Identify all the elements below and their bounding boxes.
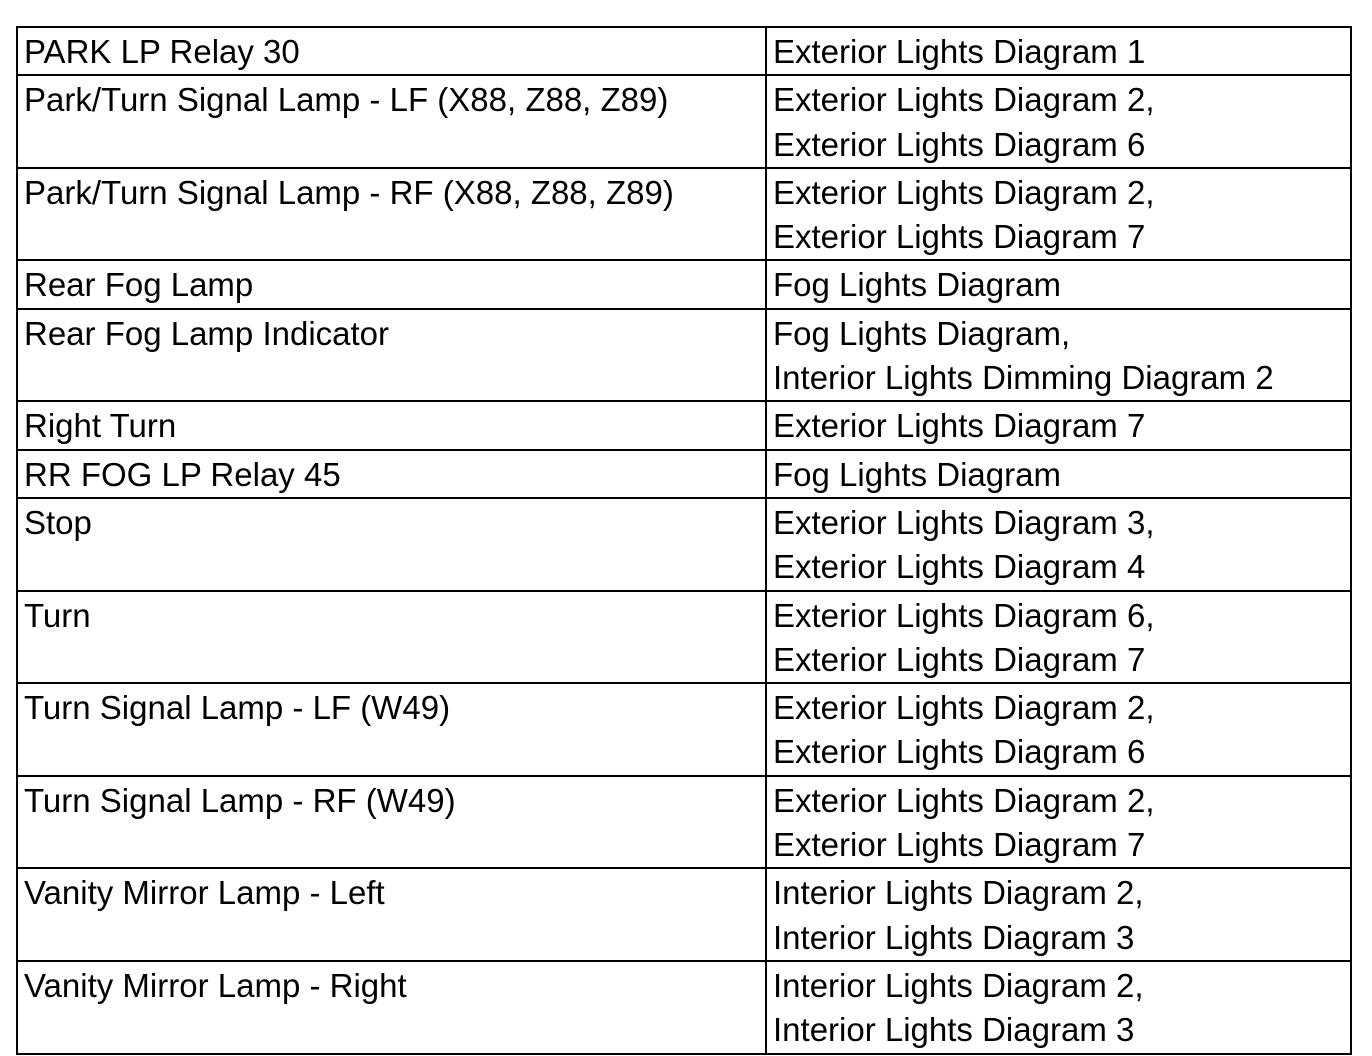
diagram-reference: Fog Lights Diagram [773,266,1061,304]
diagram-reference: Fog Lights Diagram [773,455,1061,493]
component-cell [17,868,766,961]
table-body [17,27,1351,1054]
table-row [17,591,1351,684]
table-row [17,498,1351,591]
component-cell [17,961,766,1054]
component-name: Vanity Mirror Lamp - Right [24,966,407,1004]
diagram-reference: Interior Lights Diagram 3 [773,918,1135,956]
component-diagram-index-table [16,26,1352,1055]
component-cell [17,591,766,684]
table-row [17,776,1351,869]
component-name: Turn Signal Lamp - RF (W49) [24,781,456,819]
component-name: Rear Fog Lamp Indicator [24,314,390,352]
component-cell [17,683,766,776]
diagram-reference: Exterior Lights Diagram 7 [773,218,1146,256]
table-row [17,260,1351,308]
diagram-reference-cell [766,260,1351,308]
component-name: Stop [24,503,92,541]
diagram-reference-cell [766,683,1351,776]
component-cell [17,260,766,308]
diagram-reference-cell [766,776,1351,869]
table-row [17,309,1351,402]
component-name: RR FOG LP Relay 45 [24,455,341,493]
diagram-reference-cell [766,401,1351,449]
component-cell [17,776,766,869]
diagram-reference: Exterior Lights Diagram 7 [773,640,1146,678]
component-name: Park/Turn Signal Lamp - RF (X88, Z88, Z89) [24,173,674,211]
diagram-reference-cell [766,498,1351,591]
diagram-reference-cell [766,75,1351,168]
diagram-reference: Exterior Lights Diagram 6 [773,733,1146,771]
diagram-reference: Exterior Lights Diagram 4 [773,548,1146,586]
table-row [17,168,1351,261]
diagram-reference: Exterior Lights Diagram 1 [773,33,1146,70]
diagram-reference: Fog Lights Diagram, [773,314,1071,352]
diagram-reference: Exterior Lights Diagram 2, [773,81,1155,119]
component-name: Turn Signal Lamp - LF (W49) [24,689,451,727]
diagram-reference-cell [766,309,1351,402]
diagram-reference: Exterior Lights Diagram 7 [773,826,1146,864]
diagram-reference: Exterior Lights Diagram 3, [773,503,1155,541]
component-cell [17,75,766,168]
diagram-reference: Interior Lights Diagram 2, [773,874,1144,912]
diagram-reference: Exterior Lights Diagram 2, [773,689,1155,727]
diagram-reference-cell [766,868,1351,961]
diagram-reference: Exterior Lights Diagram 7 [773,407,1146,445]
table-row [17,450,1351,498]
diagram-reference: Exterior Lights Diagram 2, [773,781,1155,819]
table-row [17,683,1351,776]
component-name: Right Turn [24,407,177,445]
component-cell [17,450,766,498]
diagram-reference: Interior Lights Diagram 2, [773,966,1144,1004]
component-name: Vanity Mirror Lamp - Left [24,874,385,912]
table-row [17,75,1351,168]
table-row [17,27,1351,75]
component-name: PARK LP Relay 30 [24,33,300,70]
table-row [17,868,1351,961]
component-name: Turn [24,596,91,634]
component-cell [17,27,766,75]
table-row [17,401,1351,449]
diagram-reference-cell [766,168,1351,261]
diagram-reference: Exterior Lights Diagram 6, [773,596,1155,634]
diagram-reference-cell [766,450,1351,498]
table-row [17,961,1351,1054]
component-name: Park/Turn Signal Lamp - LF (X88, Z88, Z89) [24,81,669,119]
component-cell [17,309,766,402]
diagram-reference: Interior Lights Diagram 3 [773,1011,1135,1049]
component-cell [17,401,766,449]
component-cell [17,498,766,591]
component-cell [17,168,766,261]
component-name: Rear Fog Lamp [24,266,254,304]
diagram-reference-cell [766,27,1351,75]
diagram-reference-cell [766,591,1351,684]
diagram-reference-cell [766,961,1351,1054]
diagram-reference: Exterior Lights Diagram 2, [773,173,1155,211]
diagram-reference: Interior Lights Dimming Diagram 2 [773,359,1274,397]
diagram-reference: Exterior Lights Diagram 6 [773,125,1146,163]
